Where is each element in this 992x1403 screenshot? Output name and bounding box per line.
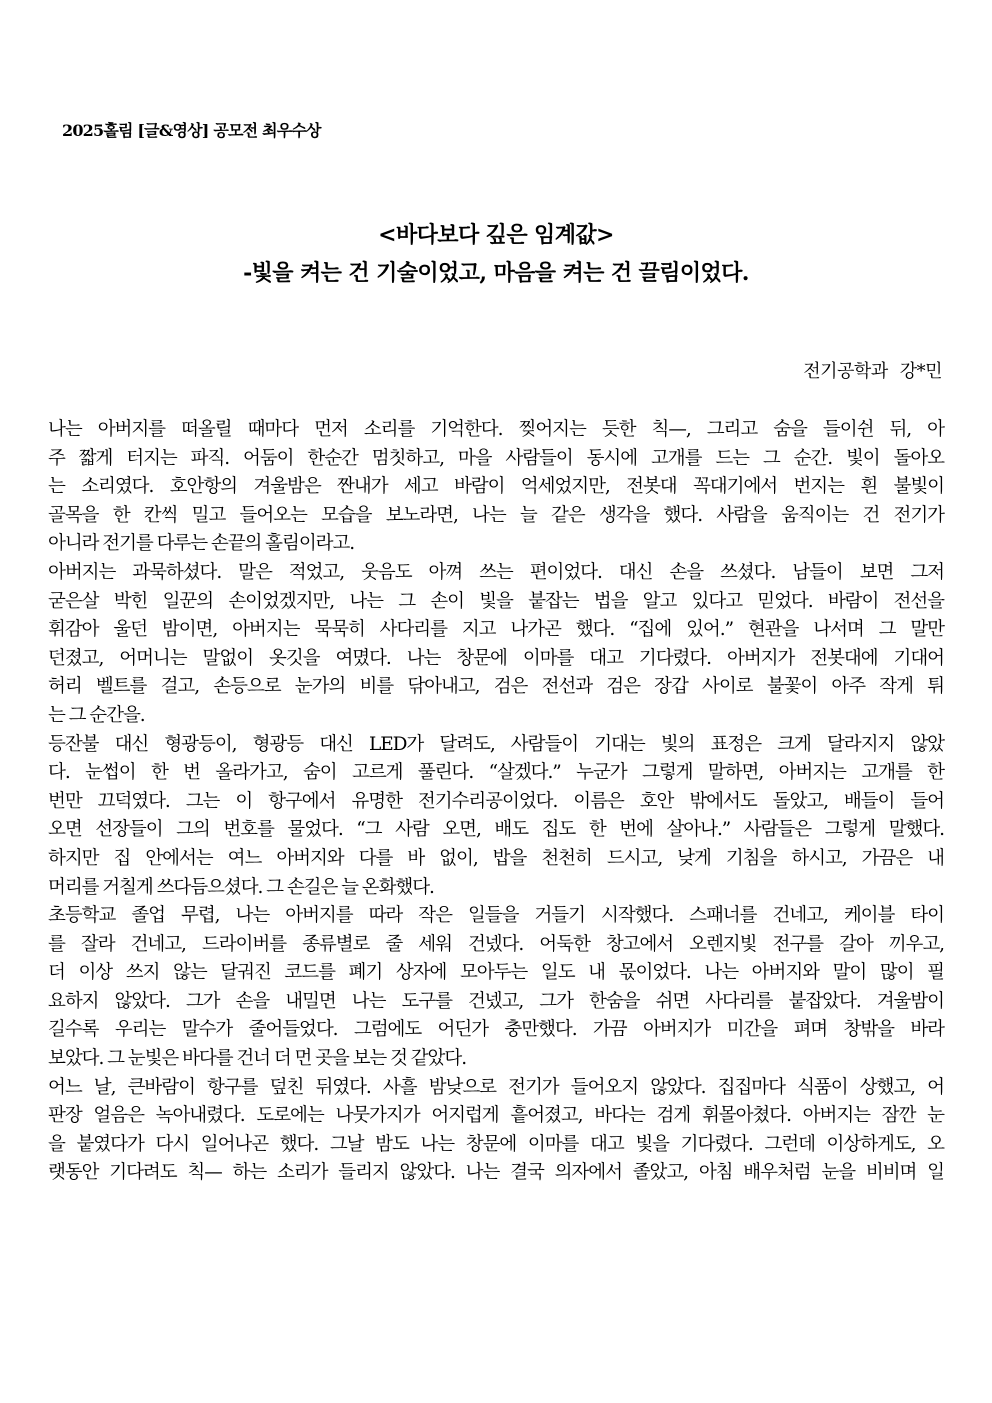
- title-block: [0, 216, 992, 292]
- text-line: 등잔불 대신 형광등이, 형광등 대신 LED가 달려도, 사람들이 기대는 빛의 표정은 크게 달라지지 않았: [48, 733, 944, 755]
- essay-subtitle: -빛을 켜는 건 기술이었고, 마음을 켜는 건 끌림이었다.: [243, 260, 749, 286]
- essay-body: [48, 416, 944, 1188]
- text-line: 허리 벨트를 걸고, 손등으로 눈가의 비를 닦아내고, 검은 전선과 검은 장갑 사이로 불꽃이 아주 작게 튀: [48, 676, 944, 698]
- text-line: 아버지는 과묵하셨다. 말은 적었고, 웃음도 아껴 쓰는 편이었다. 대신 손을 쓰셨다. 남들이 보면 그저: [48, 561, 944, 583]
- paragraph-5: [48, 1074, 944, 1188]
- author-department: 전기공학과: [803, 361, 888, 382]
- paragraph-2: [48, 559, 944, 731]
- text-line: 판장 얼음은 녹아내렸다. 도로에는 나뭇가지가 어지럽게 흩어졌고, 바다는 검게 휘몰아쳤다. 아버지는 잠깐 눈: [48, 1105, 944, 1127]
- text-line: 랫동안 기다려도 칙— 하는 소리가 들리지 않았다. 나는 결국 의자에서 졸았고, 아침 배우처럼 눈을 비비며 일: [48, 1162, 944, 1184]
- paragraph-4: [48, 902, 944, 1074]
- text-line: 어느 날, 큰바람이 항구를 덮친 뒤였다. 사흘 밤낮으로 전기가 들어오지 않았다. 집집마다 식품이 상했고, 어: [48, 1076, 944, 1098]
- essay-title: <바다보다 깊은 임계값>: [378, 222, 614, 248]
- text-line: 를 잘라 건네고, 드라이버를 종류별로 줄 세워 건넸다. 어둑한 창고에서 오렌지빛 전구를 갈아 끼우고,: [48, 933, 944, 955]
- text-line: 다. 눈썹이 한 번 올라가고, 숨이 고르게 풀린다. “살겠다.” 누군가 그렇게 말하면, 아버지는 고개를 한: [48, 762, 944, 784]
- text-line: 을 붙였다가 다시 일어나곤 했다. 그날 밤도 나는 창문에 이마를 대고 빛을 기다렸다. 그런데 이상하게도, 오: [48, 1133, 944, 1155]
- text-line: 골목을 한 칸씩 밀고 들어오는 모습을 보노라면, 나는 늘 같은 생각을 했다. 사람을 움직이는 건 전기가: [48, 504, 944, 526]
- author-name: 강*민: [899, 361, 942, 382]
- text-line: 길수록 우리는 말수가 줄어들었다. 그럼에도 어딘가 충만했다. 가끔 아버지가 미간을 펴며 창밖을 바라: [48, 1019, 944, 1041]
- text-line: 주 짧게 터지는 파직. 어둠이 한순간 멈칫하고, 마을 사람들이 동시에 고개를 드는 그 순간. 빛이 돌아오: [48, 447, 944, 469]
- text-line: 오면 선장들이 그의 번호를 물었다. “그 사람 오면, 배도 집도 한 번에 살아나.” 사람들은 그렇게 말했다.: [48, 819, 944, 841]
- text-line: 더 이상 쓰지 않는 달궈진 코드를 폐기 상자에 모아두는 일도 내 몫이었다. 나는 아버지와 말이 많이 필: [48, 962, 944, 984]
- paragraph-3: [48, 731, 944, 903]
- author-byline: [803, 357, 942, 383]
- text-line: 번만 끄덕였다. 그는 이 항구에서 유명한 전기수리공이었다. 이름은 호안 밖에서도 돌았고, 배들이 들어: [48, 790, 944, 812]
- text-line: 휘감아 울던 밤이면, 아버지는 묵묵히 사다리를 지고 나가곤 했다. “집에 있어.” 현관을 나서며 그 말만: [48, 619, 944, 641]
- paragraph-1: [48, 416, 944, 559]
- text-line: 던졌고, 어머니는 말없이 옷깃을 여몄다. 나는 창문에 이마를 대고 기다렸다. 아버지가 전봇대에 기대어: [48, 647, 944, 669]
- text-line: 아니라 전기를 다루는 손끝의 홀림이라고.: [48, 533, 355, 555]
- text-line: 나는 아버지를 떠올릴 때마다 먼저 소리를 기억한다. 찢어지는 듯한 칙—, 그리고 숨을 들이쉰 뒤, 아: [48, 419, 944, 440]
- text-line: 는 그 순간을.: [48, 704, 145, 726]
- text-line: 굳은살 박힌 일꾼의 손이었겠지만, 나는 그 손이 빛을 붙잡는 법을 알고 있다고 믿었다. 바람이 전선을: [48, 590, 944, 612]
- award-header: 2025홀림 [글&영상] 공모전 최우수상: [62, 121, 321, 140]
- text-line: 요하지 않았다. 그가 손을 내밀면 나는 도구를 건넸고, 그가 한숨을 쉬면 사다리를 붙잡았다. 겨울밤이: [48, 990, 944, 1012]
- text-line: 보았다. 그 눈빛은 바다를 건너 더 먼 곳을 보는 것 같았다.: [48, 1048, 467, 1070]
- text-line: 초등학교 졸업 무렵, 나는 아버지를 따라 작은 일들을 거들기 시작했다. 스패너를 건네고, 케이블 타이: [48, 905, 944, 927]
- text-line: 하지만 집 안에서는 여느 아버지와 다를 바 없이, 밥을 천천히 드시고, 낮게 기침을 하시고, 가끔은 내: [48, 847, 944, 869]
- text-line: 는 소리였다. 호안항의 겨울밤은 짠내가 세고 바람이 억세었지만, 전봇대 꼭대기에서 번지는 흰 불빛이: [48, 476, 944, 498]
- text-line: 머리를 거칠게 쓰다듬으셨다. 그 손길은 늘 온화했다.: [48, 876, 434, 898]
